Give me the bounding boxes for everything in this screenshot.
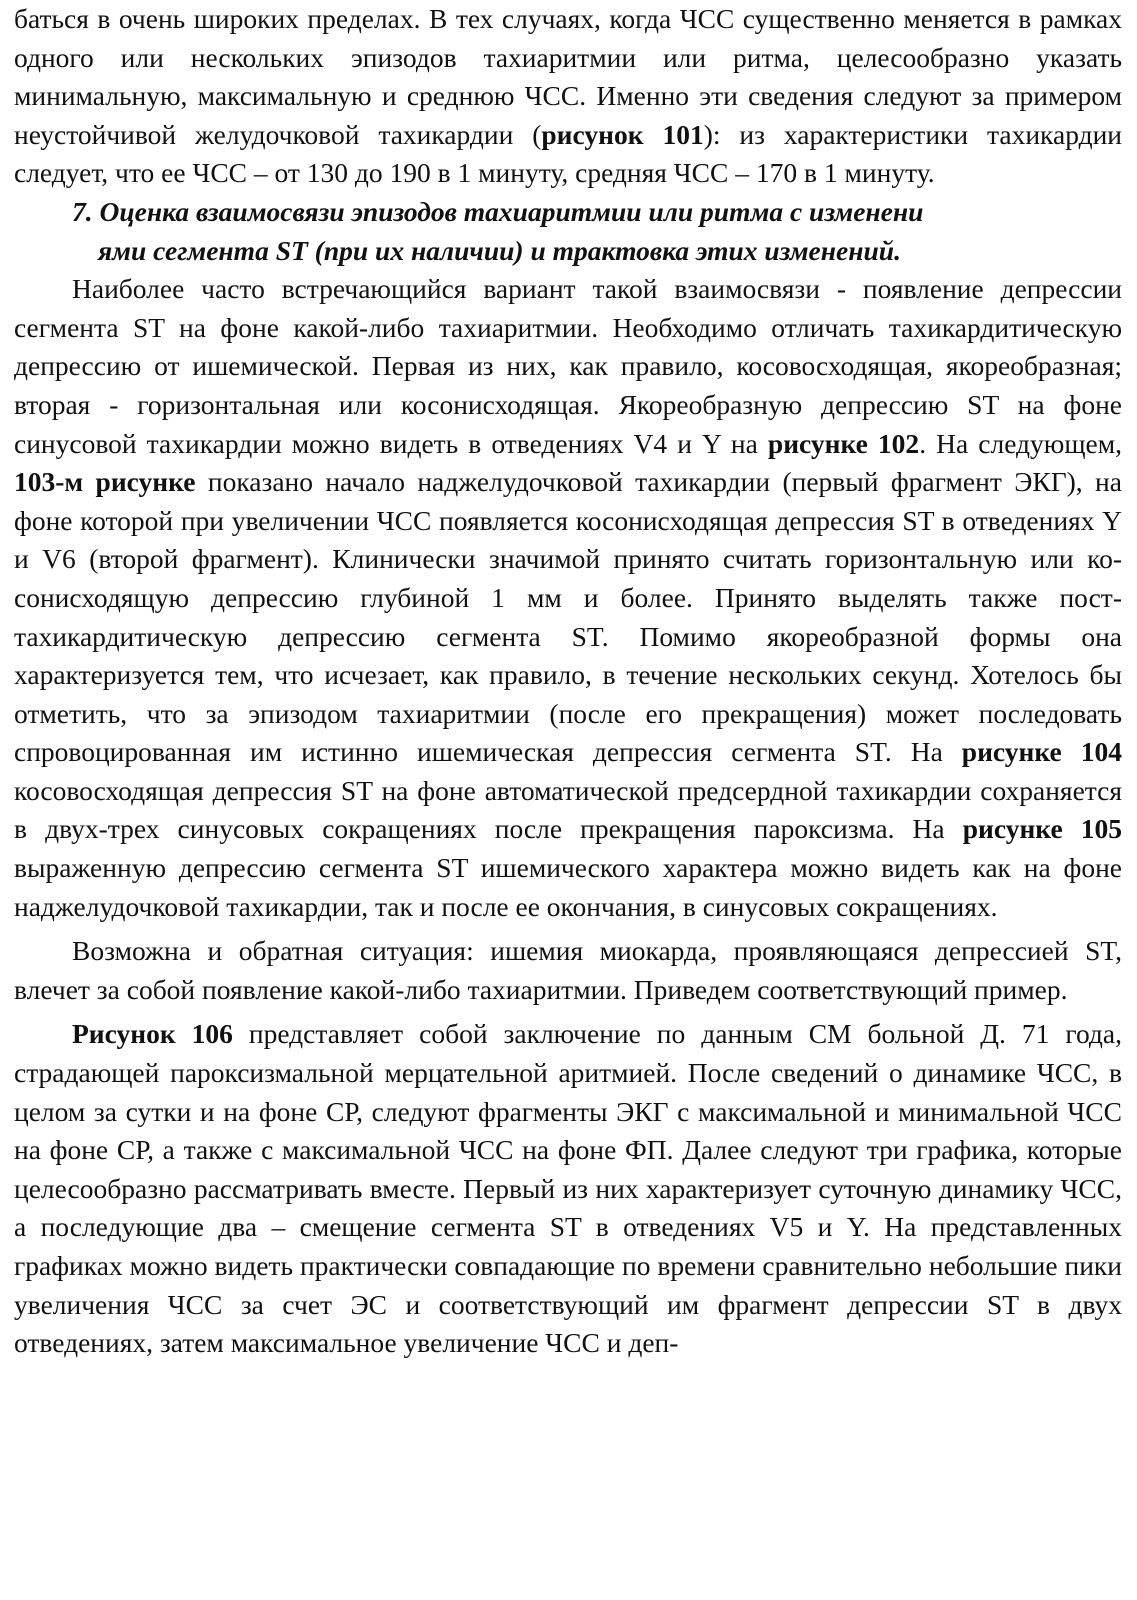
paragraph-text: косовосходящая депрессия ST на фоне автоматической предсердной тахикардии сохраняется в двух-трех синусовых сокращениях после прекращения пароксизма. На bbox=[14, 774, 1122, 845]
figure-reference-103: 103-м рисунке bbox=[14, 466, 196, 498]
paragraph-reverse-situation bbox=[14, 932, 1122, 1009]
paragraph-text: ): из характеристики тахикардии следует, что ее ЧСС – от 130 до 190 в 1 минуту, средняя ЧСС – 170 в 1 минуту. bbox=[14, 118, 1123, 189]
paragraph-text: Возможна и обратная ситуация: ишемия миокарда, проявляющаяся депрессией ST, влечет за собой появление какой-либо тахиаритмии. Приведем соответствующий пример. bbox=[14, 935, 1122, 1005]
book-page bbox=[14, 0, 1122, 1363]
figure-reference-106: Рисунок 106 bbox=[72, 1018, 233, 1050]
paragraph-text: показано начало наджелудочковой тахикардии (первый фрагмент ЭКГ), на фоне которой при увеличении ЧСС появляется косонисходящая депрессия ST в отведениях Y и V6 (второй фрагмент). Клинически значимой принято считать горизонтальную или косонисходящую депрессию глубиной 1 мм и более. Принято выделять также посттахикардитическую депрессию сегмента ST. Помимо якореобразной формы она характеризуется тем, что исчезает, как правило, в течение нескольких секунд. Хотелось бы отметить, что за эпизодом тахиаритмии (после его прекращения) может последовать спровоцированная им истинно ишемическая депрессия сегмента ST. На bbox=[14, 466, 1122, 768]
paragraph-figure-106 bbox=[14, 1015, 1122, 1362]
paragraph-text: баться в очень широких пределах. В тех случаях, когда ЧСС существенно меняется в рамках одного или нескольких эпизодов тахиаритмии или ритма, целесообразно указать минимальную, максимальную и среднюю ЧСС. Именно эти сведения следуют за примером неустойчивой желудочковой тахикардии ( bbox=[14, 3, 1122, 150]
paragraph-st-depression bbox=[14, 270, 1122, 926]
figure-reference-102: рисунке 102 bbox=[767, 427, 920, 459]
heading-line-2: ями сегмента ST (при их наличии) и трактовка этих изменений. bbox=[98, 234, 901, 266]
heading-line-1: 7. Оценка взаимосвязи эпизодов тахиаритмии или ритма с изменени bbox=[72, 195, 924, 227]
paragraph-text: Наиболее часто встречающийся вариант такой взаимосвязи - появление депрессии сегмента ST на фоне какой-либо тахиаритмии. Необходимо отличать тахикардитическую депрессию от ишемической. Первая из них, как правило, косовосходящая, якореобразная; вторая - горизонтальная или косонисходящая. Якореобразную депрессию ST на фоне синусовой тахикардии можно видеть в отведениях V4 и Y на bbox=[14, 273, 1122, 459]
paragraph-text: выраженную депрессию сегмента ST ишемического характера можно видеть как на фоне наджелудочковой тахикардии, так и после ее окончания, в синусовых сокращениях. bbox=[14, 852, 1122, 922]
paragraph-text: . На следующем, bbox=[919, 427, 1122, 459]
section-heading-7 bbox=[14, 193, 1122, 270]
paragraph-text: представляет собой заключение по данным СМ больной Д. 71 года, страдающей пароксизмальной мерцательной аритмией. После сведений о динамике ЧСС, в целом за сутки и на фоне СР, следуют фрагменты ЭКГ с максимальной и минимальной ЧСС на фоне СР, а также с максимальной ЧСС на фоне ФП. Далее следуют три графика, которые целесообразно рассматривать вместе. Первый из них характеризует суточную динамику ЧСС, а последующие два – смещение сегмента ST в отведениях V5 и Y. На представленных графиках можно видеть практически совпадающие по времени сравнительно небольшие пики увеличения ЧСС за счет ЭС и соответствующий им фрагмент депрессии ST в двух отведениях, затем максимальное увеличение ЧСС и деп- bbox=[14, 1018, 1122, 1359]
paragraph-heart-rate-range bbox=[14, 0, 1122, 193]
figure-reference-104: рисунке 104 bbox=[961, 736, 1122, 768]
figure-reference-105: рисунке 105 bbox=[962, 813, 1122, 845]
figure-reference-101: рисунок 101 bbox=[541, 118, 704, 150]
